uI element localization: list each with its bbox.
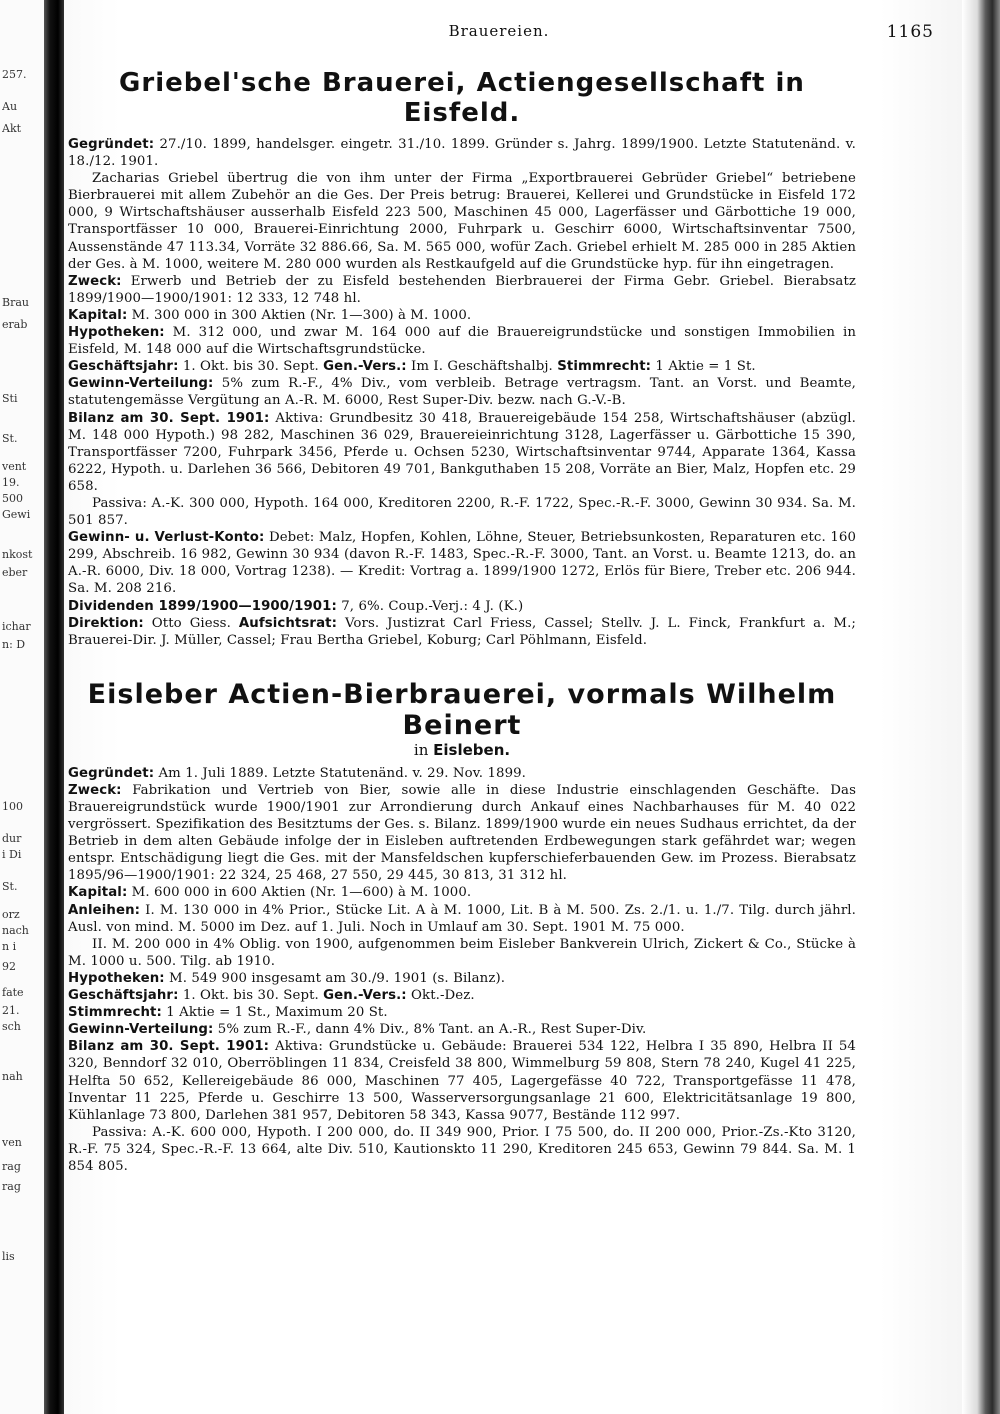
field-text: 1. Okt. bis 30. Sept.: [178, 359, 324, 375]
field-text: 7, 6%. Coup.-Verj.: 4 J. (K.): [336, 598, 524, 614]
entry-paragraph: [68, 1021, 856, 1038]
field-label: Zweck:: [68, 782, 122, 798]
entry-paragraph: [68, 410, 856, 495]
margin-fragment: n i: [2, 940, 17, 953]
margin-fragment: 257.: [2, 68, 27, 81]
entry-paragraph: [68, 782, 856, 885]
field-label: Stimmrecht:: [68, 1005, 162, 1021]
entry-paragraph: [68, 615, 856, 649]
margin-fragment: rag: [2, 1160, 21, 1173]
margin-fragment: sch: [2, 1020, 21, 1033]
field-label: Hypotheken:: [68, 970, 165, 986]
margin-fragment: ven: [2, 1136, 22, 1149]
field-text: Vors. Justizrat Carl Friess, Cassel; Stellv. J. L. Finck, Frankfurt a. M.; Brauerei-Dir. J. Müller, Cassel; Frau Bertha Griebel, Koburg; Carl Pöhlmann, Eisfeld.: [68, 615, 856, 648]
field-text: Zacharias Griebel übertrug die von ihm unter der Firma „Exportbrauerei Gebrüder Griebel“ betriebene Bierbrauerei mit allem Zubehör an die Ges. Der Preis betrug: Brauerei, Kellerei und Grundstücke in Eisfeld 172 000, 9 Wirtschaftshäuser ausserhalb Eisfeld 223 500, Maschinen 45 000, Lagerfässer und Gärbottiche 19 000, Transportfässer 10 000, Brauerei-Einrichtung 2000, Fuhrpark u. Geschirr 6000, Wirtschaftsinventar 7500, Aussenstände 47 113.34, Vorräte 32 886.66, Sa. M. 565 000, wofür Zach. Griebel erhielt M. 285 000 in 285 Aktien der Ges. à M. 1000, weitere M. 280 000 wurden als Restkaufgeld auf die Grundstücke hyp. für ihn eingetragen.: [68, 171, 856, 272]
entry-title-griebel: Griebel'sche Brauerei, Actiengesellschaft in Eisfeld.: [119, 68, 805, 128]
margin-fragment: Gewi: [2, 508, 31, 521]
entry-body-eisleber: [68, 765, 856, 1175]
margin-fragment: Akt: [2, 122, 22, 135]
entry-paragraph: [68, 884, 856, 901]
field-text: M. 600 000 in 600 Aktien (Nr. 1—600) à M. 1000.: [127, 885, 472, 901]
field-text: Erwerb und Betrieb der zu Eisfeld bestehenden Bierbrauerei der Firma Gebr. Griebel. Bierabsatz 1899/1900—1900/1901: 12 333, 12 748 hl.: [68, 273, 856, 306]
field-label: Zweck:: [68, 273, 122, 289]
margin-fragment: fate: [2, 986, 24, 999]
margin-fragment: Au: [2, 100, 18, 113]
field-text: Im I. Geschäftshalbj.: [406, 359, 558, 375]
margin-fragment: vent: [2, 460, 27, 473]
entry-paragraph: [68, 358, 856, 375]
margin-fragment: nah: [2, 1070, 23, 1083]
margin-fragment: dur: [2, 832, 22, 845]
margin-fragment: St.: [2, 432, 18, 445]
field-text: Passiva: A.-K. 300 000, Hypoth. 164 000, Kreditoren 2200, R.-F. 1722, Spec.-R.-F. 3000, Gewinn 30 934. Sa. M. 501 857.: [68, 495, 856, 529]
field-label: Geschäftsjahr:: [68, 988, 179, 1004]
entry-paragraph: [68, 495, 856, 529]
field-label: Geschäftsjahr:: [68, 359, 179, 375]
field-label: Hypotheken:: [68, 325, 165, 341]
margin-fragment: rag: [2, 1180, 21, 1193]
running-head: [64, 22, 934, 46]
entry-paragraph: [68, 324, 856, 358]
field-text: M. 549 900 insgesamt am 30./9. 1901 (s. Bilanz).: [164, 970, 506, 986]
entry-paragraph: [68, 765, 856, 782]
margin-fragment: 100: [2, 800, 23, 813]
margin-fragment: 19.: [2, 476, 20, 489]
field-label: Gen.-Vers.:: [323, 359, 407, 375]
field-label: Bilanz am 30. Sept. 1901:: [68, 1039, 270, 1055]
entry-paragraph: [68, 529, 856, 597]
entry-paragraph: [68, 1004, 856, 1021]
field-label: Gegründet:: [68, 137, 155, 152]
margin-fragment: Brau: [2, 296, 29, 309]
margin-fragment: nkost: [2, 548, 33, 561]
entry-paragraph: [68, 273, 856, 307]
entry-title-eisleber: Eisleber Actien-Bierbrauerei, vormals Wilhelm Beinert: [87, 678, 837, 741]
field-text: Debet: Malz, Hopfen, Kohlen, Löhne, Steuer, Betriebsunkosten, Reparaturen etc. 160 299, Abschreib. 16 982, Gewinn 30 934 (davon R.-F. 1483, Spec.-R.-F. 3000, Tant. an Vorst. u. Beamte 1213, do. an A.-R. 6000, Div. 18 000, Vortrag 1238). — Kredit: Vortrag a. 1899/1900 1272, Erlös für Biere, Treber etc. 206 944. Sa. M. 208 216.: [68, 530, 856, 597]
field-text: M. 312 000, und zwar M. 164 000 auf die Brauereigrundstücke und sonstigen Immobilien in Eisfeld, M. 148 000 auf die Wirtschaftsgrundstücke.: [68, 325, 856, 358]
field-text: Passiva: A.-K. 600 000, Hypoth. I 200 000, do. II 349 900, Prior. I 75 500, do. II 200 000, Prior.-Zs.-Kto 3120, R.-F. 75 324, Spec.-R.-F. 13 664, alte Div. 510, Kautionskto 11 290, Kreditoren 245 653, Gewinn 79 844. Sa. M. 1 854 805.: [68, 1124, 856, 1174]
field-text: I. M. 130 000 in 4% Prior., Stücke Lit. A à M. 1000, Lit. B à M. 500. Zs. 2./1. u. 1./7. Tilg. durch jährl. Ausl. von mind. M. 5000 im Dez. auf 1. Juli. Noch in Umlauf am 30. Sept. 1901 M. 75 000.: [68, 902, 856, 935]
field-label: Stimmrecht:: [557, 359, 652, 375]
margin-fragment: St.: [2, 880, 18, 893]
field-label: Anleihen:: [68, 902, 141, 918]
entry-body-griebel: [68, 136, 856, 649]
field-label: Gewinn-Verteilung:: [68, 376, 214, 392]
field-text: Aktiva: Grundstücke u. Gebäude: Brauerei 534 122, Helbra I 35 890, Helbra II 54 320, Benndorf 32 010, Oberröblingen 11 834, Creisfeld 38 800, Wimmelburg 59 808, Stern 78 240, Kugel 41 225, Helfta 50 652, Kellereigebäude 86 000, Maschinen 77 405, Lagergefässe 40 722, Transportgefässe 11 478, Inventar 11 225, Pferde u. Geschirre 13 500, Wasserversorgungsanlage 21 600, Elektricitätsanlage 19 800, Kühlanlage 73 800, Darlehen 381 957, Debitoren 58 343, Kassa 9077, Bestände 112 997.: [68, 1039, 856, 1123]
margin-fragment: ichar: [2, 620, 31, 633]
entry-paragraph: [68, 598, 856, 615]
margin-fragment: i Di: [2, 848, 22, 861]
entry-paragraph: [68, 987, 856, 1004]
margin-fragment: orz: [2, 908, 20, 921]
subtitle-prefix: in: [413, 740, 434, 759]
entry-subtitle-eisleber: [68, 741, 856, 759]
book-gutter-shadow: [44, 0, 64, 1414]
field-text: II. M. 200 000 in 4% Oblig. von 1900, aufgenommen beim Eisleber Bankverein Ulrich, Zickert & Co., Stücke à M. 1000 u. 500. Tilg. ab 1910.: [68, 936, 856, 969]
field-text: 1. Okt. bis 30. Sept.: [178, 988, 324, 1004]
field-text: 1 Aktie = 1 St., Maximum 20 St.: [161, 1005, 388, 1021]
field-text: 5% zum R.-F., dann 4% Div., 8% Tant. an A.-R., Rest Super-Div.: [213, 1022, 647, 1038]
field-label: Dividenden 1899/1900—1900/1901:: [68, 598, 337, 614]
margin-fragment: 500: [2, 492, 23, 505]
field-text: Aktiva: Grundbesitz 30 418, Brauereigebäude 154 258, Wirtschaftshäuser (abzügl. M. 148 000 Hypoth.) 98 282, Maschinen 36 029, Brauereieinrichtung 3128, Lagerfässer u. Gärbottiche 15 390, Transportfässer 7200, Fuhrpark 3456, Pferde u. Ochsen 5230, Wirtschaftsinventar 9744, Apparate 1364, Kassa 6222, Hypoth. u. Darlehen 36 566, Debitoren 49 701, Bankguthaben 15 208, Vorräte an Bier, Malz, Hopfen etc. 29 658.: [68, 410, 856, 494]
entry-paragraph: [68, 170, 856, 273]
entry-paragraph: [68, 902, 856, 936]
entry-paragraph: [68, 307, 856, 324]
field-label: Kapital:: [68, 885, 128, 901]
margin-fragment: 21.: [2, 1004, 20, 1017]
field-label: Gegründet:: [68, 765, 155, 781]
margin-fragment: lis: [2, 1250, 15, 1263]
field-text: Okt.-Dez.: [406, 988, 475, 1004]
field-text: 5% zum R.-F., 4% Div., vom verbleib. Betrage vertragsm. Tant. an Vorst. und Beamte, statutengemässe Vergütung an A.-R. M. 6000, Rest Super-Div. bezw. nach G.-V.-B.: [68, 376, 856, 409]
field-text: Am 1. Juli 1889. Letzte Statutenänd. v. 29. Nov. 1899.: [154, 765, 527, 781]
entry-paragraph: [68, 970, 856, 987]
field-label: Gewinn- u. Verlust-Konto:: [68, 530, 265, 546]
page-content: [68, 60, 856, 1175]
field-label: Gewinn-Verteilung:: [68, 1022, 214, 1038]
field-text: Otto Giess.: [143, 615, 239, 631]
entry-paragraph: [68, 936, 856, 970]
margin-fragment: nach: [2, 924, 29, 937]
field-label: Direktion:: [68, 615, 144, 631]
entry-paragraph: [68, 375, 856, 409]
margin-fragment: 92: [2, 960, 16, 973]
field-text: 1 Aktie = 1 St.: [651, 359, 756, 375]
running-head-title: Brauereien.: [448, 22, 550, 40]
margin-fragment: n: D: [2, 638, 26, 651]
left-page-edge: [0, 0, 44, 1414]
right-page-edge-shadow: [962, 0, 1000, 1414]
field-text: 27./10. 1899, handelsger. eingetr. 31./10. 1899. Gründer s. Jahrg. 1899/1900. Letzte Statutenänd. v. 18./12. 1901.: [68, 137, 856, 170]
field-label: Bilanz am 30. Sept. 1901:: [68, 410, 270, 426]
margin-fragment: Sti: [2, 392, 18, 405]
subtitle-place: Eisleben.: [433, 740, 511, 759]
field-label: Gen.-Vers.:: [323, 988, 407, 1004]
field-label: Kapital:: [68, 307, 128, 323]
field-text: Fabrikation und Vertrieb von Bier, sowie alle in diese Industrie einschlagenden Geschäfte. Das Brauereigrundstück wurde 1900/1901 zur Arrondierung durch Ankauf eines Nachbarhauses für M. 40 022 vergrössert. Spezifikation des Besitztums der Ges. s. Bilanz. 1899/1900 wurde ein neues Sudhaus errichtet, da der Betrieb in dem alten Gebäude infolge der in Eisleben auftretenden Erdbewegungen stark gefährdet war; wegen entspr. Entschädigung liegt die Ges. mit der Mansfeldschen kupferschieferbauenden Gew. im Prozess. Bierabsatz 1895/96—1900/1901: 22 324, 25 468, 27 550, 29 445, 30 813, 31 312 hl.: [68, 782, 856, 884]
entry-paragraph: [68, 136, 856, 170]
page-number: 1165: [886, 22, 934, 42]
margin-fragment: erab: [2, 318, 28, 331]
margin-fragment: eber: [2, 566, 28, 579]
field-text: M. 300 000 in 300 Aktien (Nr. 1—300) à M. 1000.: [127, 307, 472, 323]
field-label: Aufsichtsrat:: [238, 615, 338, 631]
entry-paragraph: [68, 1124, 856, 1175]
entry-paragraph: [68, 1038, 856, 1123]
